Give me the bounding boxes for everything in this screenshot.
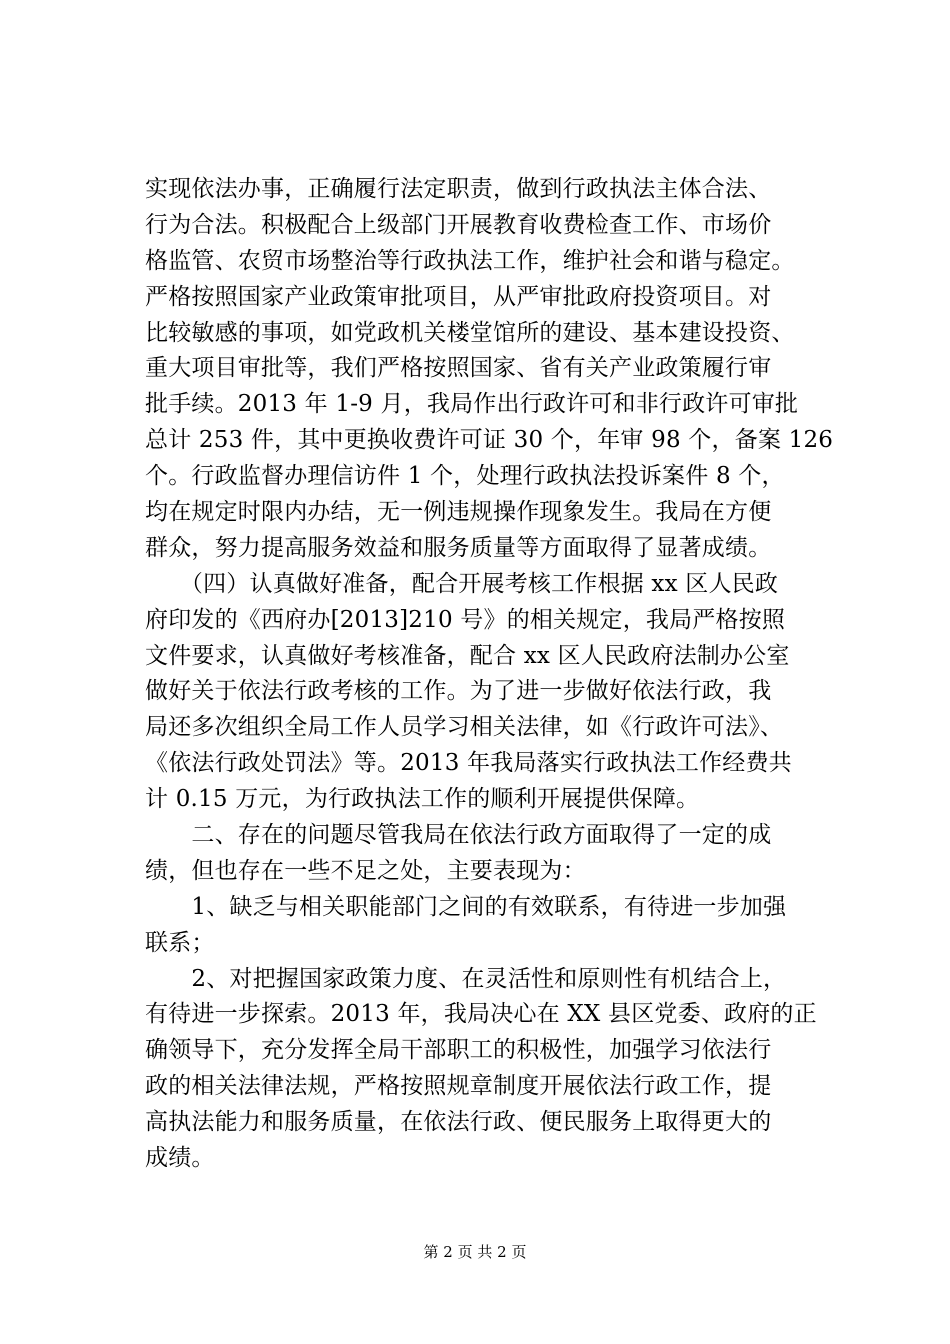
text-line: 重大项目审批等，我们严格按照国家、省有关产业政策履行审	[145, 355, 772, 382]
text-line: 行为合法。积极配合上级部门开展教育收费检查工作、市场价	[145, 211, 772, 238]
text-line: 二、存在的问题尽管我局在依法行政方面取得了一定的成	[145, 822, 772, 849]
text-line: 成绩。	[145, 1145, 215, 1172]
text-line: 严格按照国家产业政策审批项目，从严审批政府投资项目。对	[145, 283, 772, 310]
text-line: 2、对把握国家政策力度、在灵活性和原则性有机结合上，	[145, 965, 787, 992]
text-line: 局还多次组织全局工作人员学习相关法律，如《行政许可法》、	[145, 714, 784, 741]
text-line: 计 0.15 万元，为行政执法工作的顺利开展提供保障。	[145, 786, 700, 813]
document-body	[145, 172, 845, 1177]
text-line: 《依法行政处罚法》等。2013 年我局落实行政执法工作经费共	[145, 750, 792, 777]
text-line: 总计 253 件，其中更换收费许可证 30 个，年审 98 个，备案 126	[145, 427, 834, 454]
page-footer	[0, 1242, 950, 1262]
text-line: 做好关于依法行政考核的工作。为了进一步做好依法行政，我	[145, 678, 772, 705]
text-line: 绩，但也存在一些不足之处，主要表现为：	[145, 857, 586, 884]
text-line: （四）认真做好准备，配合开展考核工作根据 xx 区人民政	[145, 570, 779, 597]
text-line: 批手续。2013 年 1-9 月，我局作出行政许可和非行政许可审批	[145, 391, 799, 418]
text-line: 均在规定时限内办结，无一例违规操作现象发生。我局在方便	[145, 499, 772, 526]
text-line: 比较敏感的事项，如党政机关楼堂馆所的建设、基本建设投资、	[145, 319, 795, 346]
text-line: 文件要求，认真做好考核准备，配合 xx 区人民政府法制办公室	[145, 642, 790, 669]
text-line: 确领导下，充分发挥全局干部职工的积极性，加强学习依法行	[145, 1037, 772, 1064]
text-line: 实现依法办事，正确履行法定职责，做到行政执法主体合法、	[145, 176, 772, 202]
text-line: 政的相关法律法规，严格按照规章制度开展依法行政工作，提	[145, 1073, 772, 1100]
text-line: 1、缺乏与相关职能部门之间的有效联系，有待进一步加强	[145, 893, 787, 920]
page-number: 第 2 页 共 2 页	[423, 1243, 527, 1261]
text-line: 府印发的《西府办[2013]210 号》的相关规定，我局严格按照	[145, 606, 786, 633]
text-line: 群众，努力提高服务效益和服务质量等方面取得了显著成绩。	[145, 534, 772, 561]
text-line: 个。行政监督办理信访件 1 个，处理行政执法投诉案件 8 个，	[145, 463, 785, 490]
text-line: 有待进一步探索。2013 年，我局决心在 XX 县区党委、政府的正	[145, 1001, 817, 1028]
text-line: 格监管、农贸市场整治等行政执法工作，维护社会和谐与稳定。	[145, 247, 795, 274]
text-line: 联系；	[145, 929, 215, 956]
text-line: 高执法能力和服务质量，在依法行政、便民服务上取得更大的	[145, 1109, 772, 1136]
